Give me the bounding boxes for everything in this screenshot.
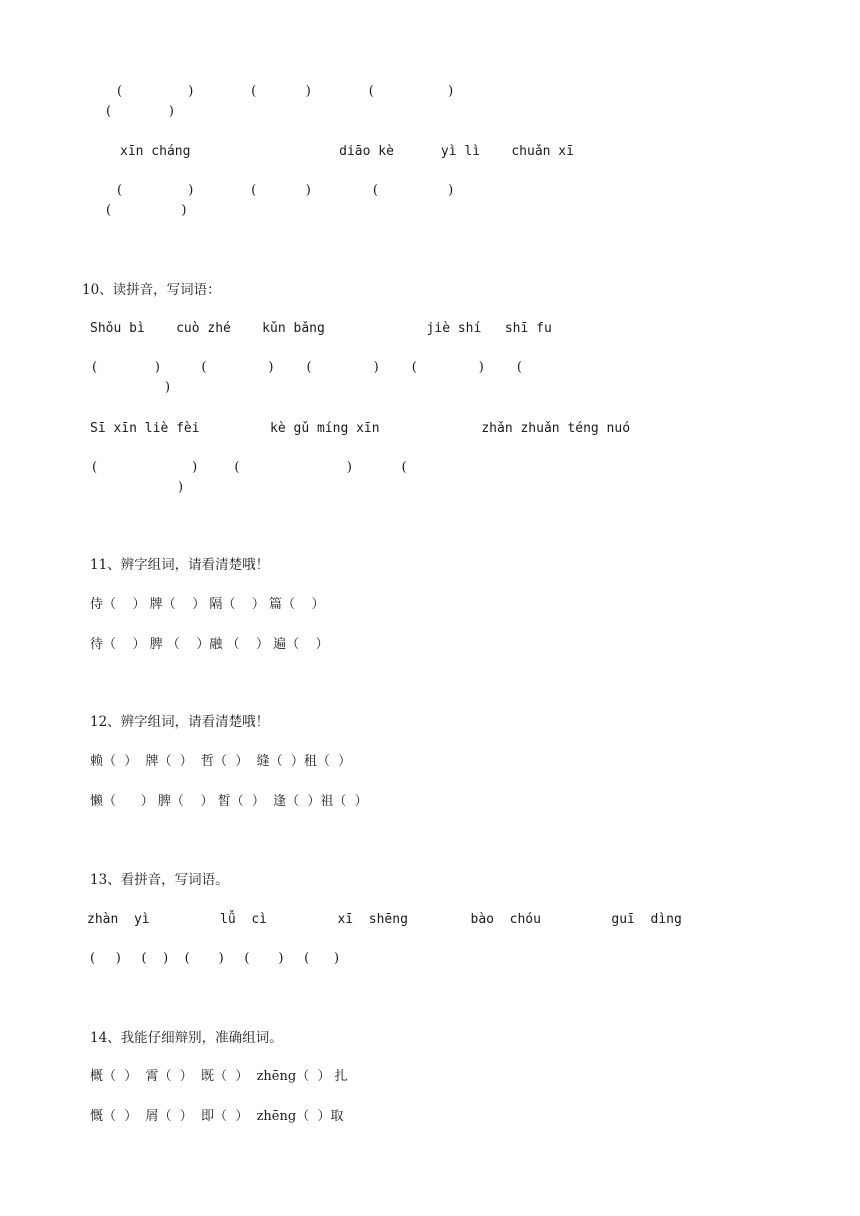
blank-row: ( )	[106, 104, 174, 119]
section-11-title: 11、辨字组词，请看清楚哦！	[90, 557, 270, 573]
pinyin-row: Sī xīn liè fèi kè gǔ míng xīn zhǎn zhuǎn téng nuó	[90, 421, 631, 436]
pinyin-row: Shǒu bì cuò zhé kǔn bǎng jiè shí shī fu	[90, 321, 552, 336]
pinyin-row: xīn cháng diāo kè yì lì chuǎn xī	[120, 144, 574, 159]
blank-row: ( ) ( ) ( ) ( ) ( )	[90, 951, 340, 966]
blank-row: )	[178, 480, 184, 495]
char-row: 侍（ ） 牌（ ） 隔（ ） 篇（ ）	[90, 597, 325, 612]
char-row: 概（ ） 霄（ ） 既（ ） zhēng（ ） 扎	[90, 1069, 348, 1084]
section-12-title: 12、辨字组词，请看清楚哦！	[90, 714, 270, 730]
section-14-title: 14、我能仔细辩别，准确组词。	[90, 1030, 283, 1046]
char-row: 懒（ ） 脾（ ） 皙（ ） 逢（ ）祖（ ）	[90, 794, 368, 809]
section-10-title: 10、读拼音，写词语：	[82, 282, 221, 298]
char-row: 赖（ ） 牌（ ） 哲（ ） 缝（ ）租（ ）	[90, 754, 352, 769]
blank-row: )	[165, 380, 171, 395]
section-13-title: 13、看拼音，写词语。	[90, 872, 229, 888]
blank-row: ( ) ( ) (	[92, 460, 407, 475]
blank-row: ( ) ( ) ( )	[117, 183, 454, 198]
pinyin-row: zhàn yì lǚ cì xī shēng bào chóu guī dìng	[87, 912, 682, 927]
char-row: 待（ ） 脾 （ ）融 （ ） 遍（ ）	[90, 637, 329, 652]
char-row: 慨（ ） 屑（ ） 即（ ） zhēng（ ）取	[90, 1109, 344, 1124]
blank-row: ( )	[106, 203, 187, 218]
blank-row: ( ) ( ) ( )	[117, 84, 454, 99]
blank-row: ( ) ( ) ( ) ( ) (	[92, 360, 522, 375]
